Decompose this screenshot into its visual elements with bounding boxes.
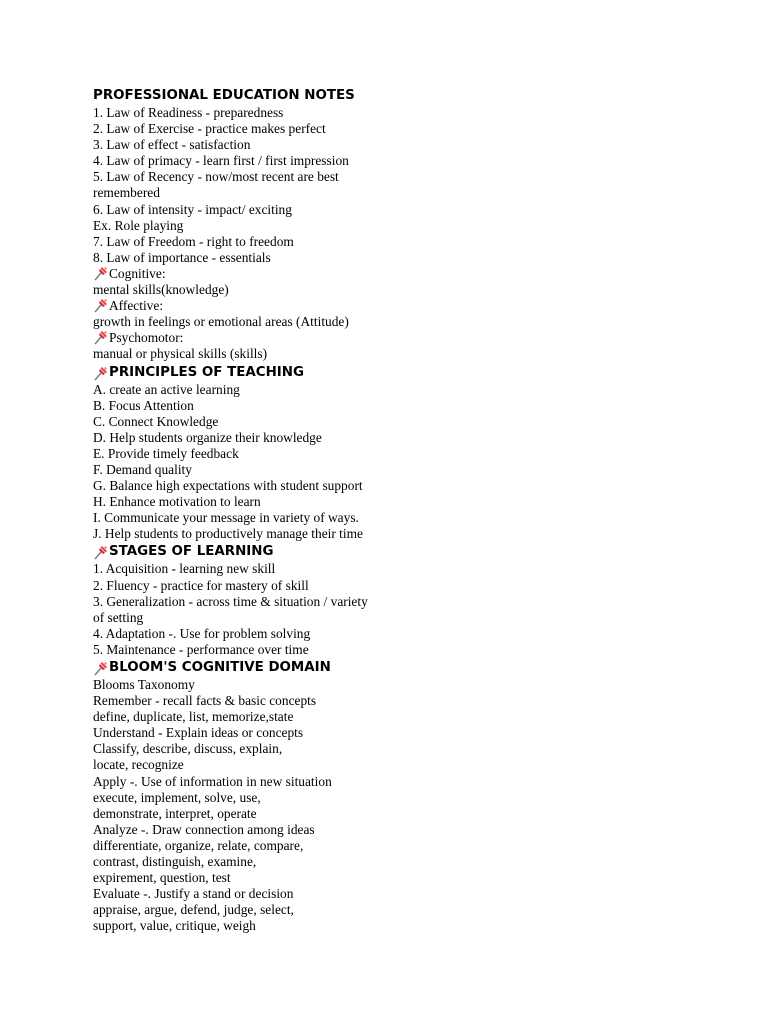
bloom-list	[93, 677, 733, 935]
principles-heading-row	[93, 364, 733, 382]
list-item: 3. Generalization - across time & situation / variety	[93, 593, 368, 609]
list-item: 5. Law of Recency - now/most recent are best	[93, 169, 339, 185]
list-item: remembered	[93, 185, 160, 201]
laws-list	[93, 105, 733, 266]
list-item: F. Demand quality	[93, 461, 192, 477]
list-item: D. Help students organize their knowledge	[93, 429, 322, 445]
pushpin-icon	[93, 661, 109, 676]
list-item: Understand - Explain ideas or concepts	[93, 725, 304, 741]
affective-label: Affective:	[109, 298, 164, 314]
pushpin-icon	[93, 366, 109, 381]
notes-page	[93, 86, 733, 935]
list-item: 2. Law of Exercise - practice makes perfect	[93, 121, 326, 137]
principles-heading: PRINCIPLES OF TEACHING	[109, 364, 304, 380]
stages-heading-row	[93, 543, 733, 561]
bloom-heading-row	[93, 659, 733, 677]
list-item: A. create an active learning	[93, 381, 240, 397]
list-item: C. Connect Knowledge	[93, 413, 219, 429]
list-item: Blooms Taxonomy	[93, 677, 195, 692]
list-item: J. Help students to productively manage their time	[93, 526, 363, 542]
list-item: locate, recognize	[93, 757, 184, 773]
list-item: 1. Acquisition - learning new skill	[93, 561, 276, 577]
cognitive-label: Cognitive:	[109, 265, 166, 281]
pushpin-icon	[93, 298, 109, 313]
pushpin-icon	[93, 330, 109, 345]
page-title: PROFESSIONAL EDUCATION NOTES	[93, 88, 355, 103]
list-item: Remember - recall facts & basic concepts	[93, 693, 317, 709]
list-item: of setting	[93, 609, 144, 625]
list-item: 1. Law of Readiness - preparedness	[93, 105, 284, 120]
stages-list	[93, 561, 733, 658]
list-item: differentiate, organize, relate, compare,	[93, 837, 304, 853]
list-item: Evaluate -. Justify a stand or decision	[93, 886, 294, 902]
list-item: Ex. Role playing	[93, 217, 184, 233]
list-item: execute, implement, solve, use,	[93, 789, 261, 805]
list-item: define, duplicate, list, memorize,state	[93, 709, 294, 725]
list-item: 8. Law of importance - essentials	[93, 249, 271, 265]
list-item: 3. Law of effect - satisfaction	[93, 137, 251, 153]
list-item: 5. Maintenance - performance over time	[93, 641, 309, 657]
list-item: 2. Fluency - practice for mastery of skill	[93, 577, 309, 593]
list-item: appraise, argue, defend, judge, select,	[93, 902, 294, 918]
list-item: 4. Adaptation -. Use for problem solving	[93, 625, 311, 641]
list-item: G. Balance high expectations with student support	[93, 478, 363, 494]
list-item: 4. Law of primacy - learn first / first impression	[93, 153, 349, 169]
list-item: H. Enhance motivation to learn	[93, 494, 261, 510]
stages-heading: STAGES OF LEARNING	[109, 544, 274, 560]
list-item: Analyze -. Draw connection among ideas	[93, 821, 315, 837]
pushpin-icon	[93, 545, 109, 560]
list-item: demonstrate, interpret, operate	[93, 805, 257, 821]
list-item: E. Provide timely feedback	[93, 445, 239, 461]
psychomotor-label-row	[93, 330, 733, 346]
psychomotor-desc: manual or physical skills (skills)	[93, 346, 268, 362]
list-item: I. Communicate your message in variety of ways.	[93, 510, 359, 526]
bloom-heading: BLOOM'S COGNITIVE DOMAIN	[109, 660, 331, 675]
list-item: Apply -. Use of information in new situation	[93, 773, 332, 789]
list-item: 6. Law of intensity - impact/ exciting	[93, 201, 292, 217]
pushpin-icon	[93, 266, 109, 281]
list-item: 7. Law of Freedom - right to freedom	[93, 233, 294, 249]
list-item: support, value, critique, weigh	[93, 918, 256, 934]
cognitive-desc: mental skills(knowledge)	[93, 282, 229, 298]
list-item: contrast, distinguish, examine,	[93, 854, 257, 870]
principles-list	[93, 382, 733, 543]
cognitive-label-row	[93, 266, 733, 282]
list-item: B. Focus Attention	[93, 397, 194, 413]
affective-desc: growth in feelings or emotional areas (Attitude)	[93, 314, 349, 330]
psychomotor-label: Psychomotor:	[109, 330, 184, 346]
list-item: Classify, describe, discuss, explain,	[93, 741, 283, 757]
list-item: expirement, question, test	[93, 870, 231, 886]
affective-label-row	[93, 298, 733, 314]
